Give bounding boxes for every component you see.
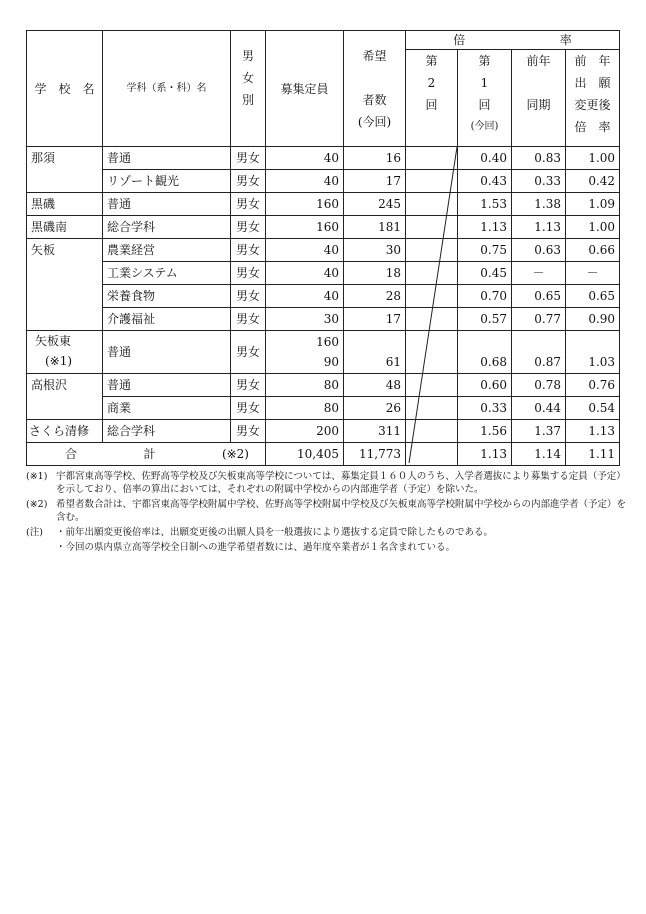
course-cell: 介護福祉 (103, 308, 231, 331)
prev-changed-ratio-cell: 0.76 (566, 374, 620, 397)
round2-cell (406, 147, 458, 170)
applicants-cell: 17 (344, 170, 406, 193)
quota-cell: 160 (266, 193, 344, 216)
round2-cell (406, 397, 458, 420)
table-row (27, 170, 620, 193)
quota-cell: 30 (266, 308, 344, 331)
round1-ratio-cell: 1.53 (458, 193, 512, 216)
header-course-name: 学科（系・科）名 (103, 31, 231, 147)
prev-changed-ratio-cell: 1.00 (566, 216, 620, 239)
header-prev-same-period: 前年 同期 (512, 50, 566, 147)
school-cell: 矢板 (27, 239, 103, 262)
gender-cell: 男女 (231, 331, 266, 374)
header-quota: 募集定員 (266, 31, 344, 147)
prev-ratio-cell: 0.63 (512, 239, 566, 262)
prev-ratio-cell: 0.77 (512, 308, 566, 331)
school-cell: 黒磯 (27, 193, 103, 216)
school-cell (27, 170, 103, 193)
footnotes (26, 470, 626, 556)
prev-ratio-cell: 0.44 (512, 397, 566, 420)
applicants-cell: 30 (344, 239, 406, 262)
round2-cell (406, 216, 458, 239)
table-row (27, 193, 620, 216)
round2-cell (406, 239, 458, 262)
footnote-note-2: ・今回の県内県立高等学校全日制への進学希望者数には、過年度卒業者が１名含まれている。 (56, 542, 456, 553)
gender-cell: 男女 (231, 216, 266, 239)
course-cell: 工業システム (103, 262, 231, 285)
prev-changed-ratio-cell: 1.03 (566, 331, 620, 374)
school-cell (27, 397, 103, 420)
round1-ratio-cell: 0.57 (458, 308, 512, 331)
total-applicants: 11,773 (344, 443, 406, 466)
total-round1-ratio: 1.13 (458, 443, 512, 466)
quota-cell: 160 (266, 216, 344, 239)
school-cell: 矢板東 (※1) (27, 331, 103, 374)
prev-changed-ratio-cell: 1.00 (566, 147, 620, 170)
prev-ratio-cell: 1.13 (512, 216, 566, 239)
prev-changed-ratio-cell: 0.90 (566, 308, 620, 331)
table-row (27, 147, 620, 170)
prev-ratio-cell: 0.78 (512, 374, 566, 397)
gender-cell: 男女 (231, 239, 266, 262)
header-round2: 第 2 回 (406, 50, 458, 147)
quota-cell: 40 (266, 239, 344, 262)
applicants-cell: 181 (344, 216, 406, 239)
applicants-cell: 311 (344, 420, 406, 443)
gender-cell: 男女 (231, 170, 266, 193)
school-cell (27, 308, 103, 331)
gender-cell: 男女 (231, 193, 266, 216)
table-row (27, 374, 620, 397)
round2-cell (406, 374, 458, 397)
prev-ratio-cell: － (512, 262, 566, 285)
course-cell: 普通 (103, 374, 231, 397)
gender-cell: 男女 (231, 262, 266, 285)
prev-ratio-cell: 0.33 (512, 170, 566, 193)
prev-changed-ratio-cell: 0.65 (566, 285, 620, 308)
quota-cell: 40 (266, 262, 344, 285)
applicants-cell: 61 (344, 331, 406, 374)
total-label: 合 計 (※2) (27, 443, 266, 466)
applicants-cell: 245 (344, 193, 406, 216)
table-row (27, 331, 620, 374)
round1-ratio-cell: 0.68 (458, 331, 512, 374)
table-row (27, 239, 620, 262)
round2-cell (406, 331, 458, 374)
table-row (27, 397, 620, 420)
quota-cell: 160 90 (266, 331, 344, 374)
school-cell: 高根沢 (27, 374, 103, 397)
gender-cell: 男女 (231, 147, 266, 170)
applicants-cell: 48 (344, 374, 406, 397)
total-row (27, 443, 620, 466)
gender-cell: 男女 (231, 285, 266, 308)
prev-changed-ratio-cell: 0.42 (566, 170, 620, 193)
gender-cell: 男女 (231, 420, 266, 443)
course-cell: 商業 (103, 397, 231, 420)
table-row (27, 420, 620, 443)
header-gender: 男 女 別 (231, 31, 266, 147)
total-prev-changed-ratio: 1.11 (566, 443, 620, 466)
applicants-cell: 16 (344, 147, 406, 170)
course-cell: リゾート観光 (103, 170, 231, 193)
round1-ratio-cell: 1.13 (458, 216, 512, 239)
prev-ratio-cell: 1.38 (512, 193, 566, 216)
quota-cell: 40 (266, 147, 344, 170)
course-cell: 総合学科 (103, 216, 231, 239)
quota-cell: 80 (266, 374, 344, 397)
gender-cell: 男女 (231, 374, 266, 397)
total-prev-ratio: 1.14 (512, 443, 566, 466)
course-cell: 農業経営 (103, 239, 231, 262)
footnote-note-1: (注) ・前年出願変更後倍率は、出願変更後の出願人員を一般選抜により選抜する定員で除したものである。 (26, 527, 494, 538)
course-cell: 栄養食物 (103, 285, 231, 308)
quota-cell: 80 (266, 397, 344, 420)
header-school-name: 学 校 名 (27, 31, 103, 147)
applicants-cell: 26 (344, 397, 406, 420)
round2-cell (406, 170, 458, 193)
prev-changed-ratio-cell: － (566, 262, 620, 285)
table-row (27, 216, 620, 239)
footnote-1: (※1) 宇都宮東高等学校、佐野高等学校及び矢板東高等学校については、募集定員１６０人のうち、入学者選抜により募集する定員（予定）を示しており、倍率の算出においては、それぞれの附属中学校からの内部進学者（予定）を除いた。 (26, 471, 626, 495)
round1-ratio-cell: 0.43 (458, 170, 512, 193)
round1-ratio-cell: 0.45 (458, 262, 512, 285)
header-prev-changed: 前 年 出 願 変更後 倍 率 (566, 50, 620, 147)
applicants-cell: 28 (344, 285, 406, 308)
prev-ratio-cell: 1.37 (512, 420, 566, 443)
round1-ratio-cell: 1.56 (458, 420, 512, 443)
round1-ratio-cell: 0.75 (458, 239, 512, 262)
round1-ratio-cell: 0.33 (458, 397, 512, 420)
round2-cell (406, 285, 458, 308)
header-ratio-group: 倍 率 (406, 31, 620, 50)
total-quota: 10,405 (266, 443, 344, 466)
school-cell (27, 285, 103, 308)
school-cell (27, 262, 103, 285)
round2-cell (406, 308, 458, 331)
round2-cell (406, 262, 458, 285)
quota-cell: 200 (266, 420, 344, 443)
prev-changed-ratio-cell: 0.66 (566, 239, 620, 262)
school-cell: さくら清修 (27, 420, 103, 443)
course-cell: 総合学科 (103, 420, 231, 443)
table-row (27, 262, 620, 285)
quota-cell: 40 (266, 285, 344, 308)
quota-cell: 40 (266, 170, 344, 193)
gender-cell: 男女 (231, 308, 266, 331)
course-cell: 普通 (103, 331, 231, 374)
course-cell: 普通 (103, 193, 231, 216)
prev-changed-ratio-cell: 1.13 (566, 420, 620, 443)
prev-ratio-cell: 0.83 (512, 147, 566, 170)
applicants-cell: 17 (344, 308, 406, 331)
applicants-cell: 18 (344, 262, 406, 285)
school-cell: 黒磯南 (27, 216, 103, 239)
round1-ratio-cell: 0.70 (458, 285, 512, 308)
prev-changed-ratio-cell: 1.09 (566, 193, 620, 216)
round2-cell (406, 193, 458, 216)
header-applicants: 希望 者数 (今回) (344, 31, 406, 147)
admission-ratio-table (26, 30, 620, 466)
footnote-2: (※2) 希望者数合計は、宇都宮東高等学校附属中学校、佐野高等学校附属中学校及び矢板東高等学校附属中学校からの内部進学者（予定）を含む。 (26, 499, 627, 523)
prev-changed-ratio-cell: 0.54 (566, 397, 620, 420)
round1-ratio-cell: 0.60 (458, 374, 512, 397)
round2-cell (406, 420, 458, 443)
table-row (27, 285, 620, 308)
round1-ratio-cell: 0.40 (458, 147, 512, 170)
course-cell: 普通 (103, 147, 231, 170)
gender-cell: 男女 (231, 397, 266, 420)
table-row (27, 308, 620, 331)
school-cell: 那須 (27, 147, 103, 170)
header-round1: 第 1 回 (今回) (458, 50, 512, 147)
prev-ratio-cell: 0.65 (512, 285, 566, 308)
round2-cell (406, 443, 458, 466)
prev-ratio-cell: 0.87 (512, 331, 566, 374)
